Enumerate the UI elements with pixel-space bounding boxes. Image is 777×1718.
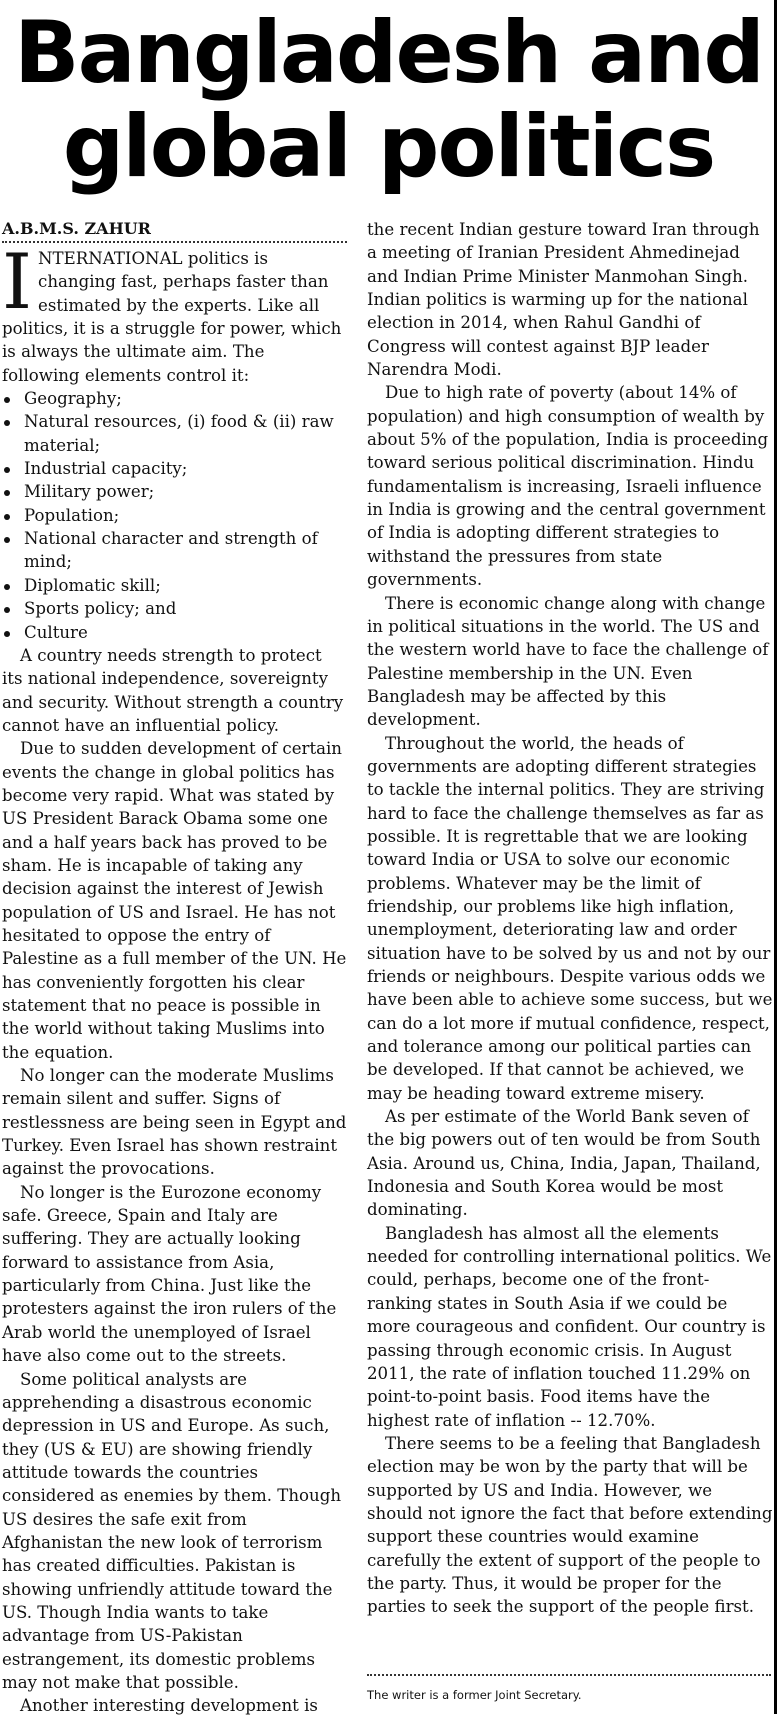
list-item: Population;	[2, 504, 347, 527]
intro-paragraph	[2, 237, 347, 387]
list-item: Industrial capacity;	[2, 457, 347, 480]
body-paragraph: A country needs strength to protect its national independence, sovereignty and security. Without strength a country cannot have an influential policy.	[2, 645, 344, 735]
author-byline: A.B.M.S. ZAHUR	[2, 218, 347, 243]
footer-divider	[367, 1674, 771, 1676]
list-item: Sports policy; and	[2, 597, 347, 620]
body-paragraph: Another interesting development is	[20, 1696, 318, 1716]
body-paragraph: No longer is the Eurozone economy safe. Greece, Spain and Italy are suffering. They are actually looking forward to assistance from Asia, particularly from China. Just like the protesters against the iron rulers of the Arab world the unemployed of Israel have also come out to the streets.	[2, 1182, 337, 1366]
body-paragraph: No longer can the moderate Muslims remain silent and suffer. Signs of restlessness are being seen in Egypt and Turkey. Even Israel has shown restraint against the provocations.	[2, 1066, 347, 1179]
drop-cap: I	[2, 237, 33, 326]
body-paragraph: Some political analysts are apprehending a disastrous economic depression in US and Europe. As such, they (US & EU) are showing friendly attitude towards the countries considered as enemies by them. Though US desires the safe exit from Afghanistan the new look of terrorism has created difficulties. Pakistan is showing unfriendly attitude toward the US. Though India wants to take advantage from US-Pakistan estrangement, its domestic problems may not make that possible.	[2, 1369, 342, 1692]
list-item: Military power;	[2, 480, 347, 503]
list-item: Natural resources, (i) food & (ii) raw material;	[2, 410, 347, 457]
body-paragraph: There is economic change along with change in political situations in the world. The US and the western world have to face the challenge of Palestine membership in the UN. Even Bangladesh may be affected by this development.	[367, 593, 769, 730]
list-item: Culture	[2, 621, 347, 644]
body-paragraph: As per estimate of the World Bank seven of the big powers out of ten would be from South Asia. Around us, China, India, Japan, Thailand, Indonesia and South Korea would be most dominating.	[367, 1107, 761, 1220]
list-item: Diplomatic skill;	[2, 574, 347, 597]
body-paragraph: There seems to be a feeling that Bangladesh election may be won by the party that will be supported by US and India. However, we should not ignore the fact that before extending support these countries would examine carefully the extent of support of the people to the party. Thus, it would be proper for the parties to seek the support of the people first.	[367, 1433, 773, 1617]
article-title: Bangladesh and global politics	[14, 3, 763, 197]
list-item: National character and strength of mind;	[2, 527, 347, 574]
author-note: The writer is a former Joint Secretary.	[367, 1688, 582, 1702]
article-column-left	[2, 218, 347, 1718]
continued-paragraph: the recent Indian gesture toward Iran through a meeting of Iranian President Ahmedinejad and Indian Prime Minister Manmohan Singh. Indian politics is warming up for the national election in 2014, when Rahul Gandhi of Congress will contest against BJP leader Narendra Modi.	[367, 220, 760, 380]
list-item: Geography;	[2, 387, 347, 410]
body-paragraph: Bangladesh has almost all the elements needed for controlling international politics. We could, perhaps, become one of the front-ranking states in South Asia if we could be more courageous and confident. Our country is passing through economic crisis. In August 2011, the rate of inflation touched 11.29% on point-to-point basis. Food items have the highest rate of inflation -- 12.70%.	[367, 1223, 772, 1430]
body-paragraph: Throughout the world, the heads of governments are adopting different strategies to tackle the internal politics. They are striving hard to face the challenge themselves as far as possible. It is regrettable that we are looking toward India or USA to solve our economic problems. Whatever may be the limit of friendship, our problems like high inflation, unemployment, deteriorating law and order situation have to be solved by us and not by our friends or neighbours. Despite various odds we have been able to achieve some success, but we can do a lot more if mutual confidence, respect, and tolerance among our political parties can be developed. If that cannot be achieved, we may be heading toward extreme misery.	[367, 733, 773, 1103]
intro-text: NTERNATIONAL politics is changing fast, perhaps faster than estimated by the experts. Like all politics, it is a struggle for power, which is always the ultimate aim. The following elements control it:	[2, 249, 342, 385]
power-elements-list	[2, 387, 347, 644]
article-column-right	[367, 218, 773, 1619]
body-paragraph: Due to sudden development of certain events the change in global politics has become very rapid. What was stated by US President Barack Obama some one and a half years back has proved to be sham. He is incapable of taking any decision against the interest of Jewish population of US and Israel. He has not hesitated to oppose the entry of Palestine as a full member of the UN. He has conveniently forgotten his clear statement that no peace is possible in the world without taking Muslims into the equation.	[2, 739, 347, 1062]
body-paragraph: Due to high rate of poverty (about 14% of population) and high consumption of wealth by about 5% of the population, India is proceeding toward serious political discrimination. Hindu fundamentalism is increasing, Israeli influence in India is growing and the central government of India is adopting different strategies to withstand the pressures from state governments.	[367, 383, 769, 590]
